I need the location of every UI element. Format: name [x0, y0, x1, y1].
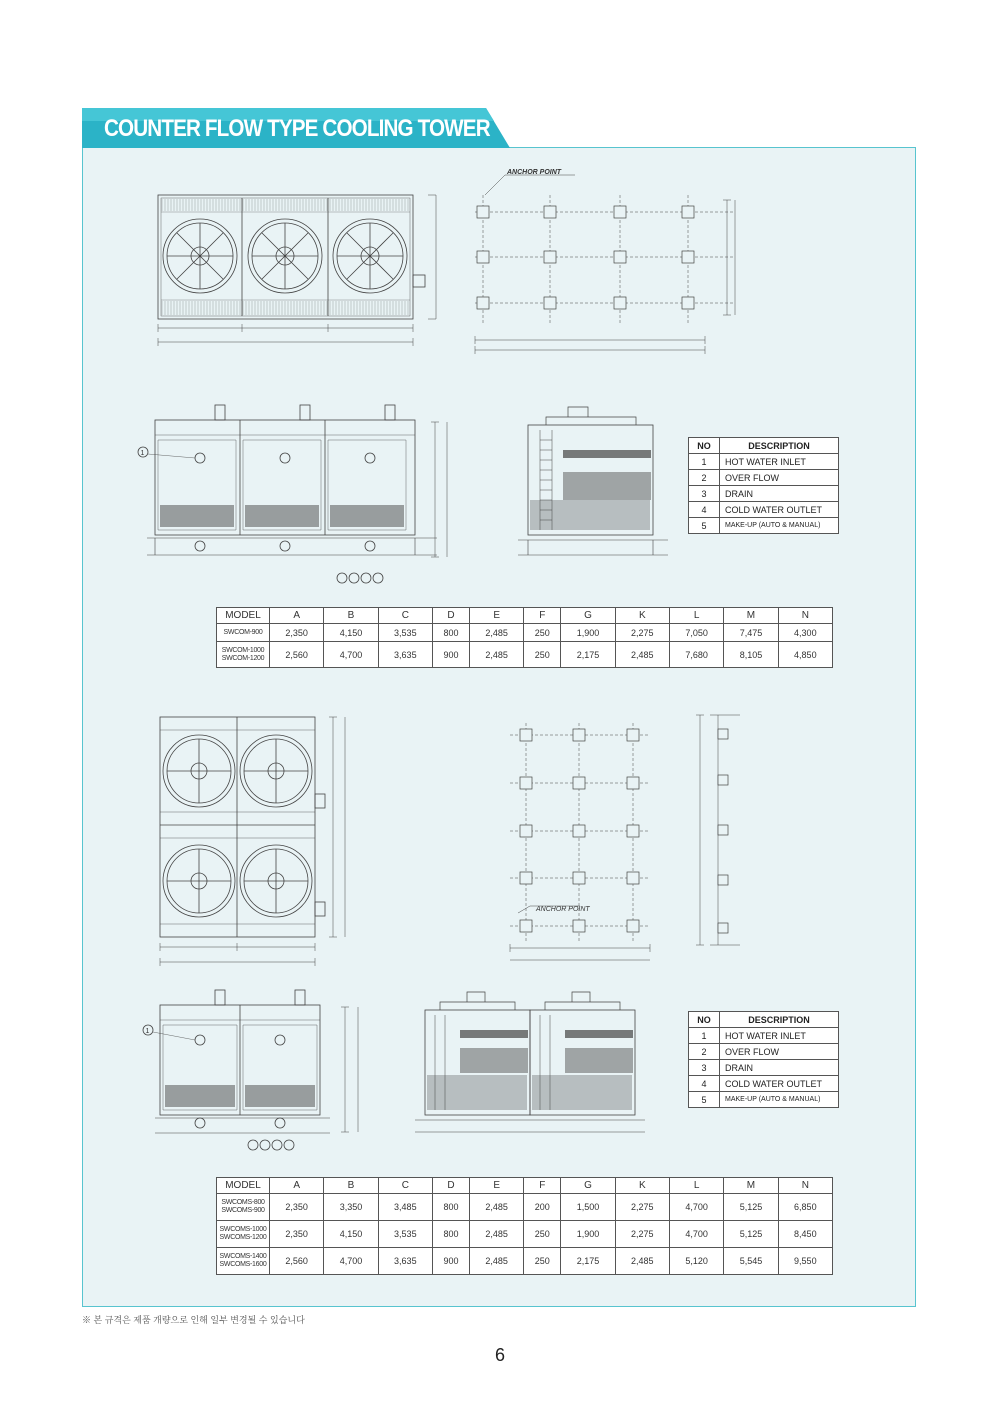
spec-value-cell: 1,500	[561, 1194, 615, 1221]
spec-value-cell: 2,350	[270, 624, 324, 642]
spec-header-f: F	[524, 608, 561, 624]
plan-view-4cell	[155, 712, 355, 972]
desc-header-no: NO	[689, 1012, 720, 1028]
spec-value-cell: 4,700	[669, 1221, 723, 1248]
svg-text:1: 1	[140, 450, 145, 457]
plan-view-3cell	[150, 190, 450, 355]
desc-row-text: COLD WATER OUTLET	[720, 502, 839, 518]
spec-table-1	[216, 607, 833, 668]
spec-header-d: D	[432, 1178, 469, 1194]
table-row	[217, 1248, 833, 1275]
spec-value-cell: 2,485	[469, 624, 523, 642]
desc-row-text: DRAIN	[720, 486, 839, 502]
desc-row-no: 3	[689, 486, 720, 502]
spec-value-cell: 9,550	[778, 1248, 832, 1275]
desc-row-text: MAKE-UP (AUTO & MANUAL)	[720, 518, 839, 534]
spec-model-cell: SWCOM-1000 SWCOM-1200	[217, 642, 270, 668]
front-elevation-4cell	[140, 985, 370, 1155]
spec-value-cell: 6,850	[778, 1194, 832, 1221]
desc-row-text: COLD WATER OUTLET	[720, 1076, 839, 1092]
spec-value-cell: 4,700	[669, 1194, 723, 1221]
desc-row-text: HOT WATER INLET	[720, 1028, 839, 1044]
spec-value-cell: 4,150	[324, 624, 378, 642]
spec-value-cell: 4,700	[324, 642, 378, 668]
spec-header-k: K	[615, 608, 669, 624]
spec-value-cell: 8,105	[724, 642, 778, 668]
spec-table-2	[216, 1177, 833, 1275]
spec-value-cell: 5,125	[724, 1194, 778, 1221]
desc-row-no: 1	[689, 1028, 720, 1044]
spec-header-model: MODEL	[217, 608, 270, 624]
spec-value-cell: 4,150	[324, 1221, 378, 1248]
spec-model-cell: SWCOMS-1000 SWCOMS-1200	[217, 1221, 270, 1248]
desc-row-no: 5	[689, 1092, 720, 1108]
spec-value-cell: 200	[524, 1194, 561, 1221]
spec-value-cell: 3,535	[378, 1221, 432, 1248]
spec-value-cell: 2,560	[270, 1248, 324, 1275]
spec-header-b: B	[324, 1178, 378, 1194]
spec-header-n: N	[778, 608, 832, 624]
spec-header-row	[217, 1178, 833, 1194]
spec-value-cell: 7,475	[724, 624, 778, 642]
spec-header-model: MODEL	[217, 1178, 270, 1194]
desc-row-no: 2	[689, 470, 720, 486]
spec-value-cell: 800	[432, 624, 469, 642]
desc-row-text: DRAIN	[720, 1060, 839, 1076]
anchor-side-column	[688, 705, 758, 955]
anchor-plan-4cell	[490, 708, 670, 968]
desc-header-description: DESCRIPTION	[720, 1012, 839, 1028]
spec-header-m: M	[724, 1178, 778, 1194]
spec-value-cell: 5,120	[669, 1248, 723, 1275]
svg-text:1: 1	[145, 1028, 150, 1035]
spec-value-cell: 4,850	[778, 642, 832, 668]
spec-value-cell: 2,485	[469, 642, 523, 668]
spec-header-l: L	[669, 1178, 723, 1194]
spec-header-a: A	[270, 1178, 324, 1194]
spec-header-g: G	[561, 1178, 615, 1194]
side-elevation-4cell	[405, 980, 655, 1145]
anchor-point-label: ANCHOR POINT	[507, 169, 562, 176]
spec-value-cell: 800	[432, 1194, 469, 1221]
spec-header-m: M	[724, 608, 778, 624]
spec-header-row	[217, 608, 833, 624]
spec-header-k: K	[615, 1178, 669, 1194]
spec-header-c: C	[378, 1178, 432, 1194]
spec-value-cell: 800	[432, 1221, 469, 1248]
spec-header-f: F	[524, 1178, 561, 1194]
desc-row-no: 3	[689, 1060, 720, 1076]
desc-header-description: DESCRIPTION	[720, 438, 839, 454]
spec-value-cell: 2,175	[561, 1248, 615, 1275]
table-row	[217, 642, 833, 668]
table-row	[217, 624, 833, 642]
spec-value-cell: 3,635	[378, 1248, 432, 1275]
desc-row-text: HOT WATER INLET	[720, 454, 839, 470]
footnote: ※ 본 규격은 제품 개량으로 인해 일부 변경될 수 있습니다	[82, 1315, 305, 1325]
spec-header-e: E	[469, 608, 523, 624]
spec-value-cell: 2,275	[615, 1194, 669, 1221]
spec-value-cell: 1,900	[561, 624, 615, 642]
spec-header-d: D	[432, 608, 469, 624]
spec-value-cell: 2,485	[469, 1248, 523, 1275]
spec-header-b: B	[324, 608, 378, 624]
spec-value-cell: 250	[524, 642, 561, 668]
side-elevation-3cell	[508, 400, 678, 565]
spec-value-cell: 2,485	[469, 1194, 523, 1221]
spec-value-cell: 2,485	[615, 642, 669, 668]
spec-model-cell: SWCOM-900	[217, 624, 270, 642]
spec-value-cell: 3,535	[378, 624, 432, 642]
spec-value-cell: 2,275	[615, 624, 669, 642]
spec-value-cell: 1,900	[561, 1221, 615, 1248]
spec-header-c: C	[378, 608, 432, 624]
table-row	[217, 1194, 833, 1221]
spec-value-cell: 3,635	[378, 642, 432, 668]
spec-value-cell: 3,350	[324, 1194, 378, 1221]
desc-row-no: 2	[689, 1044, 720, 1060]
spec-value-cell: 2,275	[615, 1221, 669, 1248]
table-row	[217, 1221, 833, 1248]
spec-value-cell: 2,350	[270, 1221, 324, 1248]
description-table-2	[688, 1011, 839, 1108]
spec-value-cell: 5,125	[724, 1221, 778, 1248]
spec-header-a: A	[270, 608, 324, 624]
anchor-plan-3cell	[465, 165, 765, 360]
desc-row-no: 1	[689, 454, 720, 470]
spec-value-cell: 2,485	[615, 1248, 669, 1275]
page-number: 6	[494, 1345, 505, 1365]
page-title: COUNTER FLOW TYPE COOLING TOWER	[104, 115, 490, 142]
desc-row-text: MAKE-UP (AUTO & MANUAL)	[720, 1092, 839, 1108]
desc-row-no: 4	[689, 1076, 720, 1092]
spec-model-cell: SWCOMS-800 SWCOMS-900	[217, 1194, 270, 1221]
spec-value-cell: 7,680	[669, 642, 723, 668]
spec-header-l: L	[669, 608, 723, 624]
spec-header-e: E	[469, 1178, 523, 1194]
spec-value-cell: 250	[524, 1248, 561, 1275]
spec-value-cell: 250	[524, 624, 561, 642]
desc-row-text: OVER FLOW	[720, 1044, 839, 1060]
spec-value-cell: 250	[524, 1221, 561, 1248]
front-elevation-3cell	[135, 400, 465, 585]
spec-value-cell: 4,700	[324, 1248, 378, 1275]
spec-value-cell: 5,545	[724, 1248, 778, 1275]
desc-row-no: 5	[689, 518, 720, 534]
spec-value-cell: 900	[432, 642, 469, 668]
title-banner	[82, 108, 492, 148]
spec-value-cell: 4,300	[778, 624, 832, 642]
desc-row-no: 4	[689, 502, 720, 518]
spec-header-g: G	[561, 608, 615, 624]
spec-value-cell: 2,175	[561, 642, 615, 668]
anchor-point-label-2: ANCHOR POINT	[536, 906, 590, 913]
spec-model-cell: SWCOMS-1400 SWCOMS-1600	[217, 1248, 270, 1275]
spec-value-cell: 3,485	[378, 1194, 432, 1221]
desc-header-no: NO	[689, 438, 720, 454]
spec-header-n: N	[778, 1178, 832, 1194]
description-table-1	[688, 437, 839, 534]
desc-row-text: OVER FLOW	[720, 470, 839, 486]
spec-value-cell: 8,450	[778, 1221, 832, 1248]
spec-value-cell: 7,050	[669, 624, 723, 642]
spec-value-cell: 900	[432, 1248, 469, 1275]
spec-value-cell: 2,485	[469, 1221, 523, 1248]
spec-value-cell: 2,560	[270, 642, 324, 668]
spec-value-cell: 2,350	[270, 1194, 324, 1221]
